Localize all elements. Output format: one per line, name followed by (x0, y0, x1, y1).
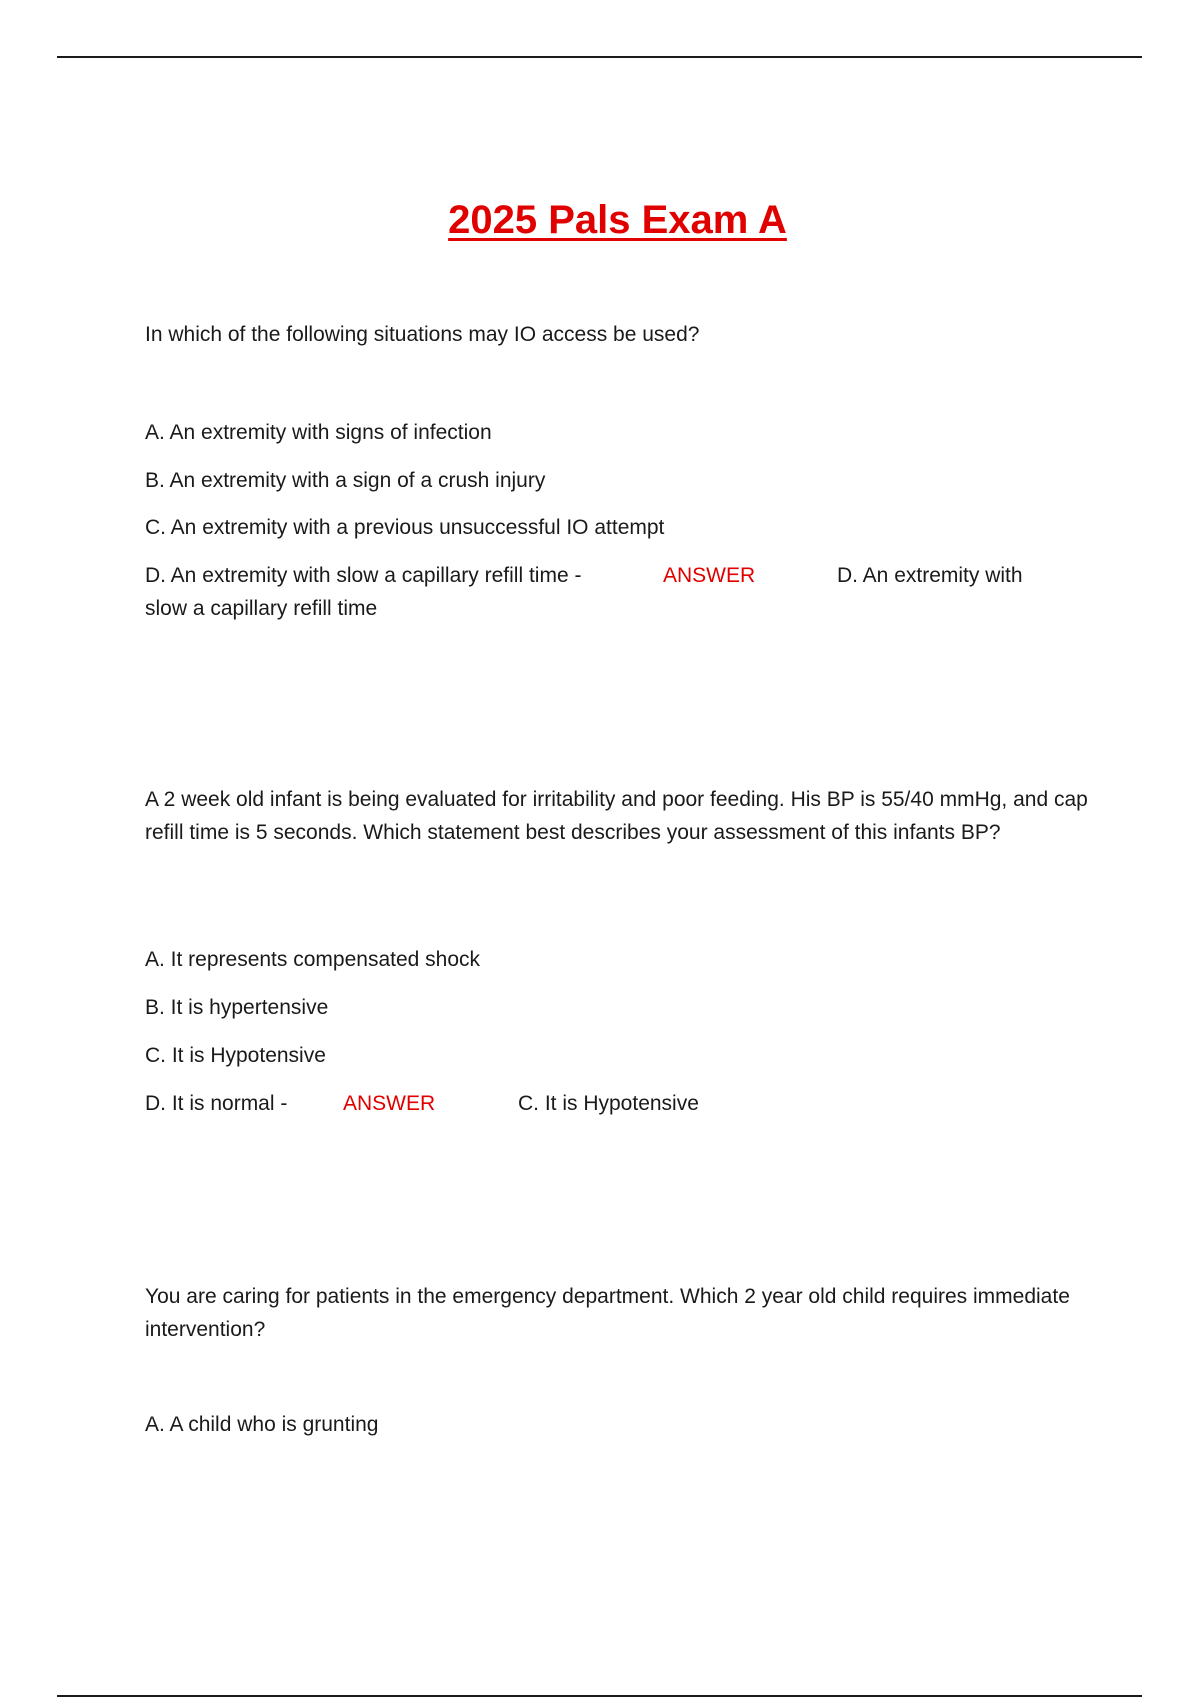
question-2-answer-label: ANSWER (343, 1092, 436, 1115)
question-3-option-a: A. A child who is grunting (145, 1413, 379, 1436)
question-3-prompt: You are caring for patients in the emergency department. Which 2 year old child requires immediate intervention? (145, 1285, 1070, 1341)
question-2-option-d: D. It is normal - (145, 1092, 288, 1115)
question-2-option-a: A. It represents compensated shock (145, 948, 481, 971)
document-title: 2025 Pals Exam A (448, 198, 787, 242)
question-1-option-d: D. An extremity with slow a capillary refill time - (145, 564, 582, 587)
question-1-answer-text: D. An extremity with (837, 564, 1023, 587)
question-1-answer-label: ANSWER (663, 564, 756, 587)
question-2-option-c: C. It is Hypotensive (145, 1044, 326, 1067)
question-1-option-b: B. An extremity with a sign of a crush injury (145, 469, 546, 492)
question-1-answer-text-cont: slow a capillary refill time (145, 597, 378, 620)
question-2-answer-text: C. It is Hypotensive (518, 1092, 699, 1115)
question-2-prompt: A 2 week old infant is being evaluated for irritability and poor feeding. His BP is 55/40 mmHg, and cap refill time is 5 seconds. Which statement best describes your assessment of this infants BP? (145, 788, 1088, 844)
question-1-prompt: In which of the following situations may IO access be used? (145, 323, 700, 346)
question-2-option-b: B. It is hypertensive (145, 996, 329, 1019)
question-1-option-c: C. An extremity with a previous unsuccessful IO attempt (145, 516, 665, 539)
question-1-option-a: A. An extremity with signs of infection (145, 421, 492, 444)
footer-rule (57, 1695, 1142, 1697)
header-rule (57, 56, 1142, 58)
